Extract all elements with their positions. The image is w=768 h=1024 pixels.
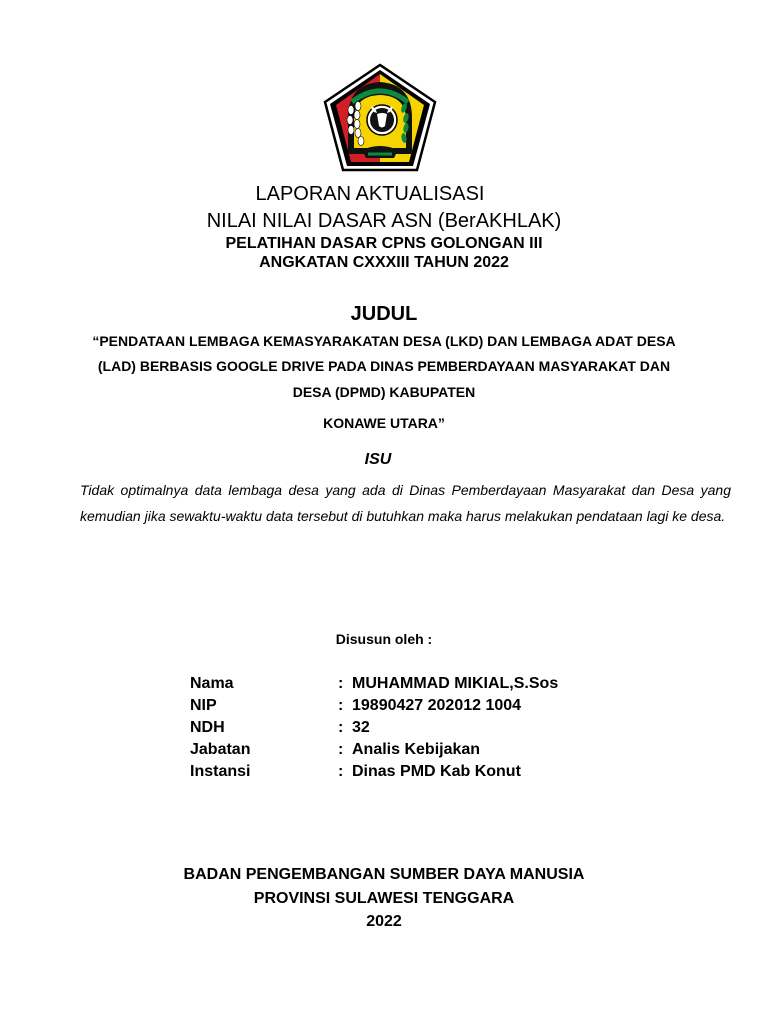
info-colon: : bbox=[338, 719, 344, 736]
info-colon: : bbox=[338, 697, 344, 714]
institution-name: BADAN PENGEMBANGAN SUMBER DAYA MANUSIA bbox=[183, 866, 585, 883]
info-label: Jabatan bbox=[190, 741, 251, 758]
info-label: NDH bbox=[190, 719, 225, 736]
author-info-row bbox=[190, 695, 558, 717]
report-year: 2022 bbox=[366, 913, 402, 930]
info-colon: : bbox=[338, 741, 344, 758]
isu-heading: ISU bbox=[364, 451, 392, 468]
report-title-values: NILAI NILAI DASAR ASN (BerAKHLAK) bbox=[206, 210, 562, 232]
info-label: NIP bbox=[190, 697, 217, 714]
judul-line: “PENDATAAN LEMBAGA KEMASYARAKATAN DESA (LKD) DAN LEMBAGA ADAT DESA bbox=[92, 333, 676, 349]
info-value: 32 bbox=[352, 719, 370, 736]
training-name: PELATIHAN DASAR CPNS GOLONGAN III bbox=[225, 235, 543, 252]
info-colon: : bbox=[338, 763, 344, 780]
info-label: Nama bbox=[190, 675, 234, 692]
author-info-row bbox=[190, 761, 558, 783]
prepared-by-label: Disusun oleh : bbox=[335, 631, 433, 647]
judul-line: DESA (DPMD) KABUPATEN bbox=[292, 384, 476, 400]
judul-line: (LAD) BERBASIS GOOGLE DRIVE PADA DINAS PEMBERDAYAAN MASYARAKAT DAN bbox=[97, 358, 671, 374]
judul-line: KONAWE UTARA” bbox=[323, 415, 445, 431]
author-info-row bbox=[190, 739, 558, 761]
info-label: Instansi bbox=[190, 763, 251, 780]
author-info-table bbox=[190, 673, 558, 783]
info-value: MUHAMMAD MIKIAL,S.Sos bbox=[352, 675, 559, 692]
emblem-logo-icon bbox=[322, 62, 438, 174]
info-value: Analis Kebijakan bbox=[352, 741, 481, 758]
info-value: Dinas PMD Kab Konut bbox=[352, 763, 521, 780]
info-colon: : bbox=[338, 675, 344, 692]
author-info-row bbox=[190, 717, 558, 739]
judul-heading: JUDUL bbox=[350, 303, 418, 325]
province-name: PROVINSI SULAWESI TENGGARA bbox=[253, 890, 515, 907]
report-title: LAPORAN AKTUALISASI bbox=[255, 183, 485, 205]
info-value: 19890427 202012 1004 bbox=[352, 697, 522, 714]
isu-paragraph: Tidak optimalnya data lembaga desa yang ada di Dinas Pemberdayaan Masyarakat dan Desa yang kemudian jika sewaktu-waktu data tersebut di butuhkan maka harus melakukan pendataan lagi ke desa. bbox=[80, 482, 731, 524]
author-info-row bbox=[190, 673, 558, 695]
batch-year: ANGKATAN CXXXIII TAHUN 2022 bbox=[259, 254, 509, 271]
